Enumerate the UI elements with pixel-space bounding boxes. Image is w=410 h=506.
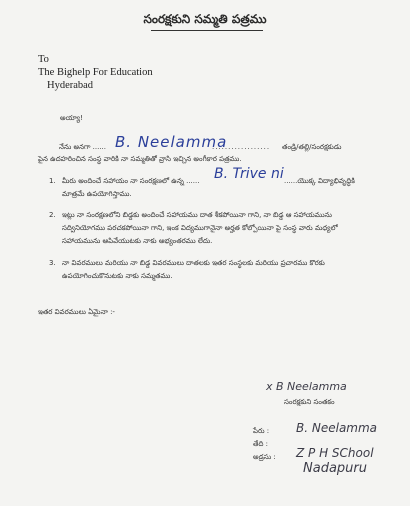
item1-text-a: మీరు అందించే సహాయం నా సంరక్షణలో ఉన్న ...... xyxy=(62,177,200,185)
line2: పైన ఉదహరించిన సంస్థ వారికి నా సమ్మతితో వ్రాసి ఇచ్చిన అంగీకార పత్రము. xyxy=(38,155,242,163)
letter-title: సంరక్షకుని సమ్మతి పత్రము xyxy=(143,12,267,26)
item3-text-a: నా వివరములు మరియు నా బిడ్డ వివరములు దాతలకు ఇతర సంస్థలకు మరియు ప్రచారము కొరకు xyxy=(62,259,325,267)
title-underline xyxy=(151,30,263,31)
name-handwritten: B. Neelamma xyxy=(296,421,378,435)
address-line2-handwritten: Nadapuru xyxy=(303,461,367,476)
address-label: అడ్రసు : xyxy=(253,453,276,461)
item1-text-c: మాత్రమే ఉపయోగిస్తాము. xyxy=(62,190,132,198)
date-label: తేది : xyxy=(253,440,268,448)
item2-text-b: సద్వినియోగము పరచకపోయినా గాని, ఇంక విద్యముగానైనా అర్హత కోల్పోయినా పై సంస్థ వారు మధ్యలో xyxy=(62,224,338,232)
item2-text-c: సహాయమును ఆపివేయుటకు నాకు అభ్యంతరము లేదు. xyxy=(62,237,213,245)
parent-name-handwritten: B. Neelamma xyxy=(115,133,228,151)
line1-dots: .................. xyxy=(212,143,271,151)
city-name: Hyderabad xyxy=(47,80,94,91)
salutation: అయ్యా! xyxy=(60,114,83,122)
line1-suffix: తండ్రి/తల్లి/సంరక్షకుడు xyxy=(282,143,342,151)
item2-number: 2. xyxy=(49,211,56,219)
name-label: పేరు : xyxy=(253,427,270,435)
line1-prefix: నేను అనగా ...... xyxy=(59,143,107,151)
to-label: To xyxy=(38,54,49,65)
item3-text-b: ఉపయోగించుకొనుటకు నాకు సమ్మతము. xyxy=(62,272,173,280)
item1-number: 1. xyxy=(49,177,56,185)
signature-label: సంరక్షకుని సంతకం xyxy=(284,398,335,406)
child-name-handwritten: B. Trive ni xyxy=(214,166,284,182)
organization-name: The Bighelp For Education xyxy=(38,67,153,78)
item2-text-a: ఇట్లు నా సంరక్షణలోని బిడ్డకు అందించే సహాయము దాత శీకపోయినా గాని, నా బిడ్డ ఆ సహాయమును xyxy=(62,211,332,219)
item1-text-b: ......యొక్క విద్యాభివృద్ధికి xyxy=(284,177,355,185)
guardian-signature: x B Neelamma xyxy=(266,380,347,393)
other-details-label: ఇతర వివరములు ఏమైనా :- xyxy=(38,308,115,316)
address-line1-handwritten: Z P H SChool xyxy=(296,446,374,460)
item3-number: 3. xyxy=(49,259,56,267)
